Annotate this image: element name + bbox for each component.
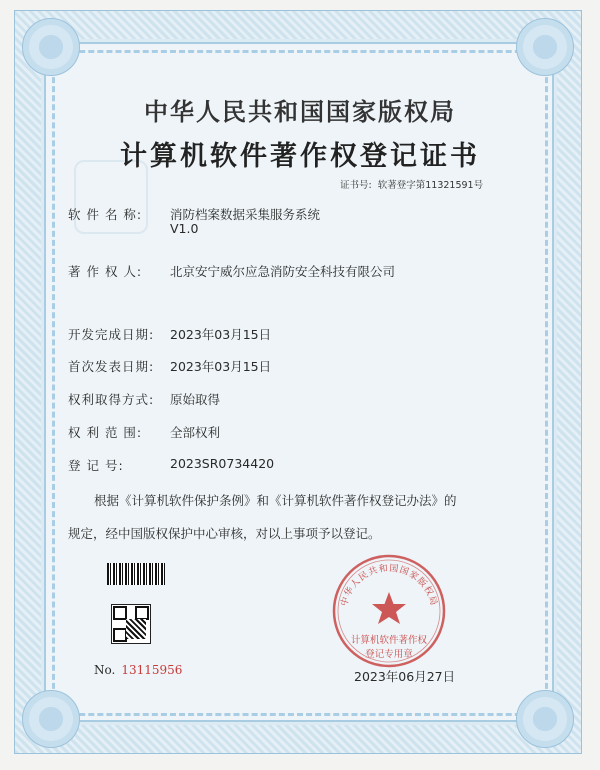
corner-ornament-bottom-right xyxy=(516,690,574,748)
certificate-title: 计算机软件著作权登记证书 xyxy=(120,141,480,172)
body-text-line-1: 根据《计算机软件保护条例》和《计算机软件著作权登记办法》的 xyxy=(94,493,457,508)
serial-number: No. 13115956 xyxy=(94,663,183,677)
corner-ornament-top-left xyxy=(22,18,80,76)
corner-ornament-bottom-left xyxy=(22,690,80,748)
barcode xyxy=(107,563,165,585)
corner-ornament-top-right xyxy=(516,18,574,76)
qr-code xyxy=(111,604,151,644)
seal-ring-text: 中华人民共和国国家版权局 xyxy=(339,563,439,608)
body-text-line-2: 规定，经中国版权保护中心审核，对以上事项予以登记。 xyxy=(68,526,381,541)
certificate-sheet: 中华人民共和国国家版权局 计算机软件著作权登记证书 证书号: 软著登字第11321591号 软 件 名 称: 消防档案数据采集服务系统 V1.0 著 作 权 人: 北京安宁威尔应急消防安全科技有限公司 开发完成日期: 2023年03月15日 首次发表日期: 2023年03月15日 权利取得方式: 原始取得 权 利 范 围: 全部权利 登 记 号: 2023SR0734420 根据《计算机软件保护条例》和《计算机软件著作权登记办法》的 规定，经中国版权保护中心审核，对以上事项予以登记。 No. 13115956 中华人民共和国国家版权局 计算机软件著作权 登记专用章 2023年06月27日 xyxy=(0,0,600,770)
issuer-title: 中华人民共和国国家版权局 xyxy=(144,97,456,126)
certificate-number: 证书号: 软著登字第11321591号 xyxy=(340,180,484,191)
seal-line-1: 计算机软件著作权 xyxy=(350,635,427,646)
issue-date: 2023年06月27日 xyxy=(354,669,456,684)
seal-line-2: 登记专用章 xyxy=(365,649,413,660)
